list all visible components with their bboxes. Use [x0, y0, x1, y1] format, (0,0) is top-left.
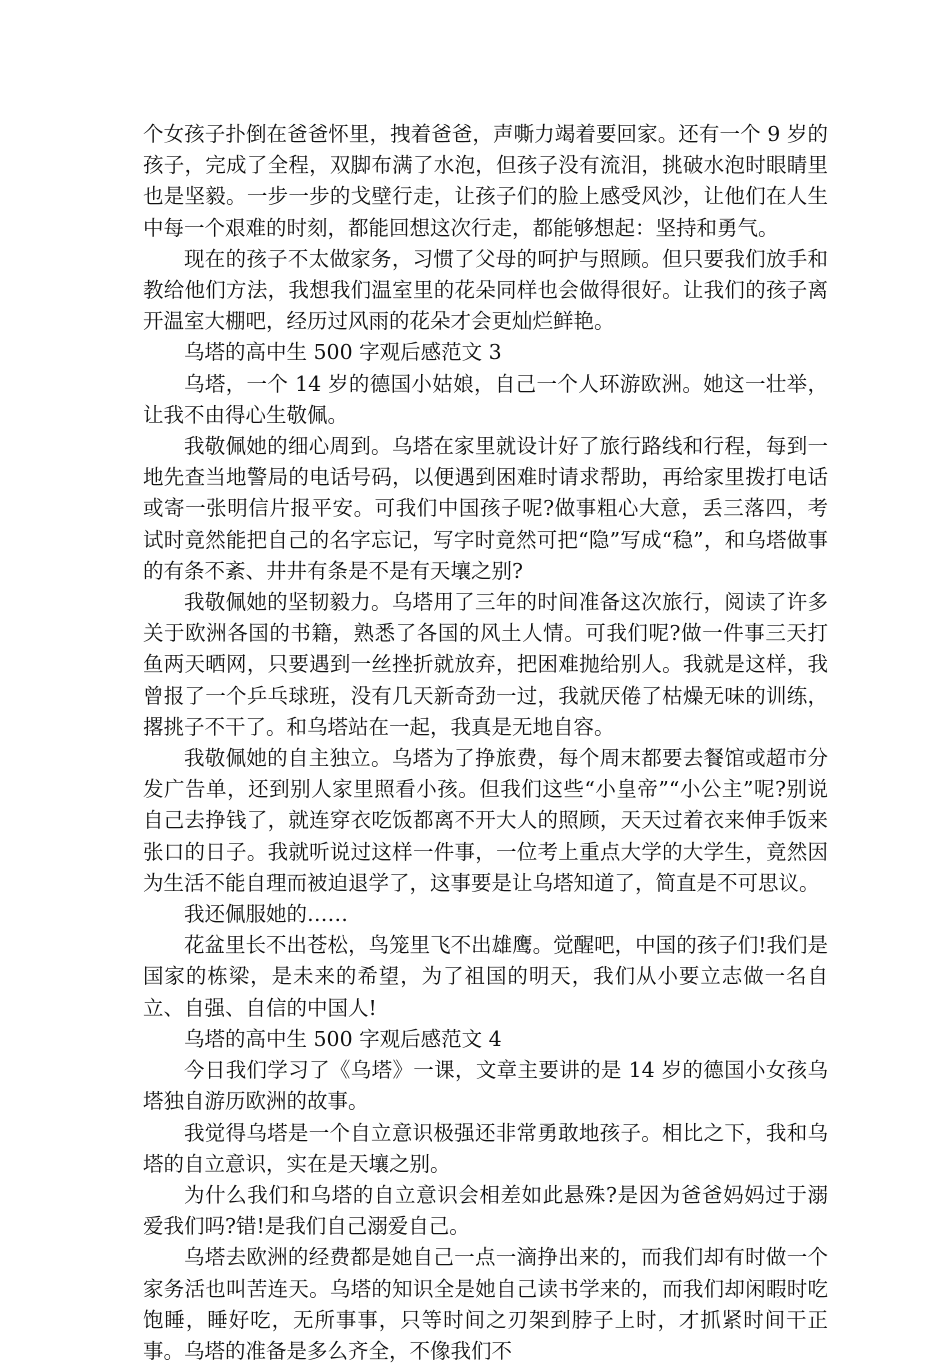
- paragraph: 今日我们学习了《乌塔》一课，文章主要讲的是 14 岁的德国小女孩乌塔独自游历欧洲的故事。: [143, 1058, 828, 1114]
- paragraph: 为什么我们和乌塔的自立意识会相差如此悬殊?是因为爸爸妈妈过于溺爱我们吗?错!是我们自己溺爱自己。: [143, 1182, 828, 1239]
- paragraph: 我还佩服她的……: [184, 902, 348, 927]
- section-heading: 乌塔的高中生 500 字观后感范文 3: [184, 340, 502, 365]
- section-heading: 乌塔的高中生 500 字观后感范文 4: [184, 1026, 502, 1051]
- paragraph: 乌塔去欧洲的经费都是她自己一点一滴挣出来的，而我们却有时做一个家务活也叫苦连天。乌塔的知识全是她自己读书学来的，而我们却闲暇时吃饱睡，睡好吃，无所事事，只等时间之刃架到脖子上时，才抓紧时间干正事。乌塔的准备是多么齐全，不像我们不: [143, 1245, 828, 1363]
- paragraph: 乌塔，一个 14 岁的德国小姑娘，自己一个人环游欧洲。她这一壮举，让我不由得心生敬佩。: [143, 371, 828, 427]
- paragraph: 我敬佩她的细心周到。乌塔在家里就设计好了旅行路线和行程，每到一地先查当地警局的电话号码，以便遇到困难时请求帮助，再给家里拨打电话或寄一张明信片报平安。可我们中国孩子呢?做事粗心大意，丢三落四，考试时竟然能把自己的名字忘记，写字时竟然可把“隐”写成“稳”，和乌塔做事的有条不紊、井井有条是不是有天壤之别?: [143, 434, 828, 583]
- paragraph: 个女孩子扑倒在爸爸怀里，拽着爸爸，声嘶力竭着要回家。还有一个 9 岁的孩子，完成了全程，双脚布满了水泡，但孩子没有流泪，挑破水泡时眼睛里也是坚毅。一步一步的戈壁行走，让孩子们的脸上感受风沙，让他们在人生中每一个艰难的时刻，都能回想这次行走，都能够想起：坚持和勇气。: [143, 122, 828, 240]
- paragraph: 现在的孩子不太做家务，习惯了父母的呵护与照顾。但只要我们放手和教给他们方法，我想我们温室里的花朵同样也会做得很好。让我们的孩子离开温室大棚吧，经历过风雨的花朵才会更灿烂鲜艳。: [143, 246, 828, 334]
- paragraph: 花盆里长不出苍松，鸟笼里飞不出雄鹰。觉醒吧，中国的孩子们!我们是国家的栋梁，是未来的希望，为了祖国的明天，我们从小要立志做一名自立、自强、自信的中国人!: [143, 933, 828, 1020]
- paragraph: 我敬佩她的坚韧毅力。乌塔用了三年的时间准备这次旅行，阅读了许多关于欧洲各国的书籍，熟悉了各国的风土人情。可我们呢?做一件事三天打鱼两天晒网，只要遇到一丝挫折就放弃，把困难抛给别人。我就是这样，我曾报了一个乒乓球班，没有几天新奇劲一过，我就厌倦了枯燥无味的训练，撂挑子不干了。和乌塔站在一起，我真是无地自容。: [143, 590, 828, 739]
- paragraph: 我觉得乌塔是一个自立意识极强还非常勇敢地孩子。相比之下，我和乌塔的自立意识，实在是天壤之别。: [143, 1120, 828, 1176]
- paragraph: 我敬佩她的自主独立。乌塔为了挣旅费，每个周末都要去餐馆或超市分发广告单，还到别人家里照看小孩。但我们这些“小皇帝”“小公主”呢?别说自己去挣钱了，就连穿衣吃饭都离不开大人的照顾，天天过着衣来伸手饭来张口的日子。我就听说过这样一件事，一位考上重点大学的大学生，竟然因为生活不能自理而被迫退学了，这事要是让乌塔知道了，简直是不可思议。: [143, 746, 828, 895]
- document-body: [143, 119, 828, 1367]
